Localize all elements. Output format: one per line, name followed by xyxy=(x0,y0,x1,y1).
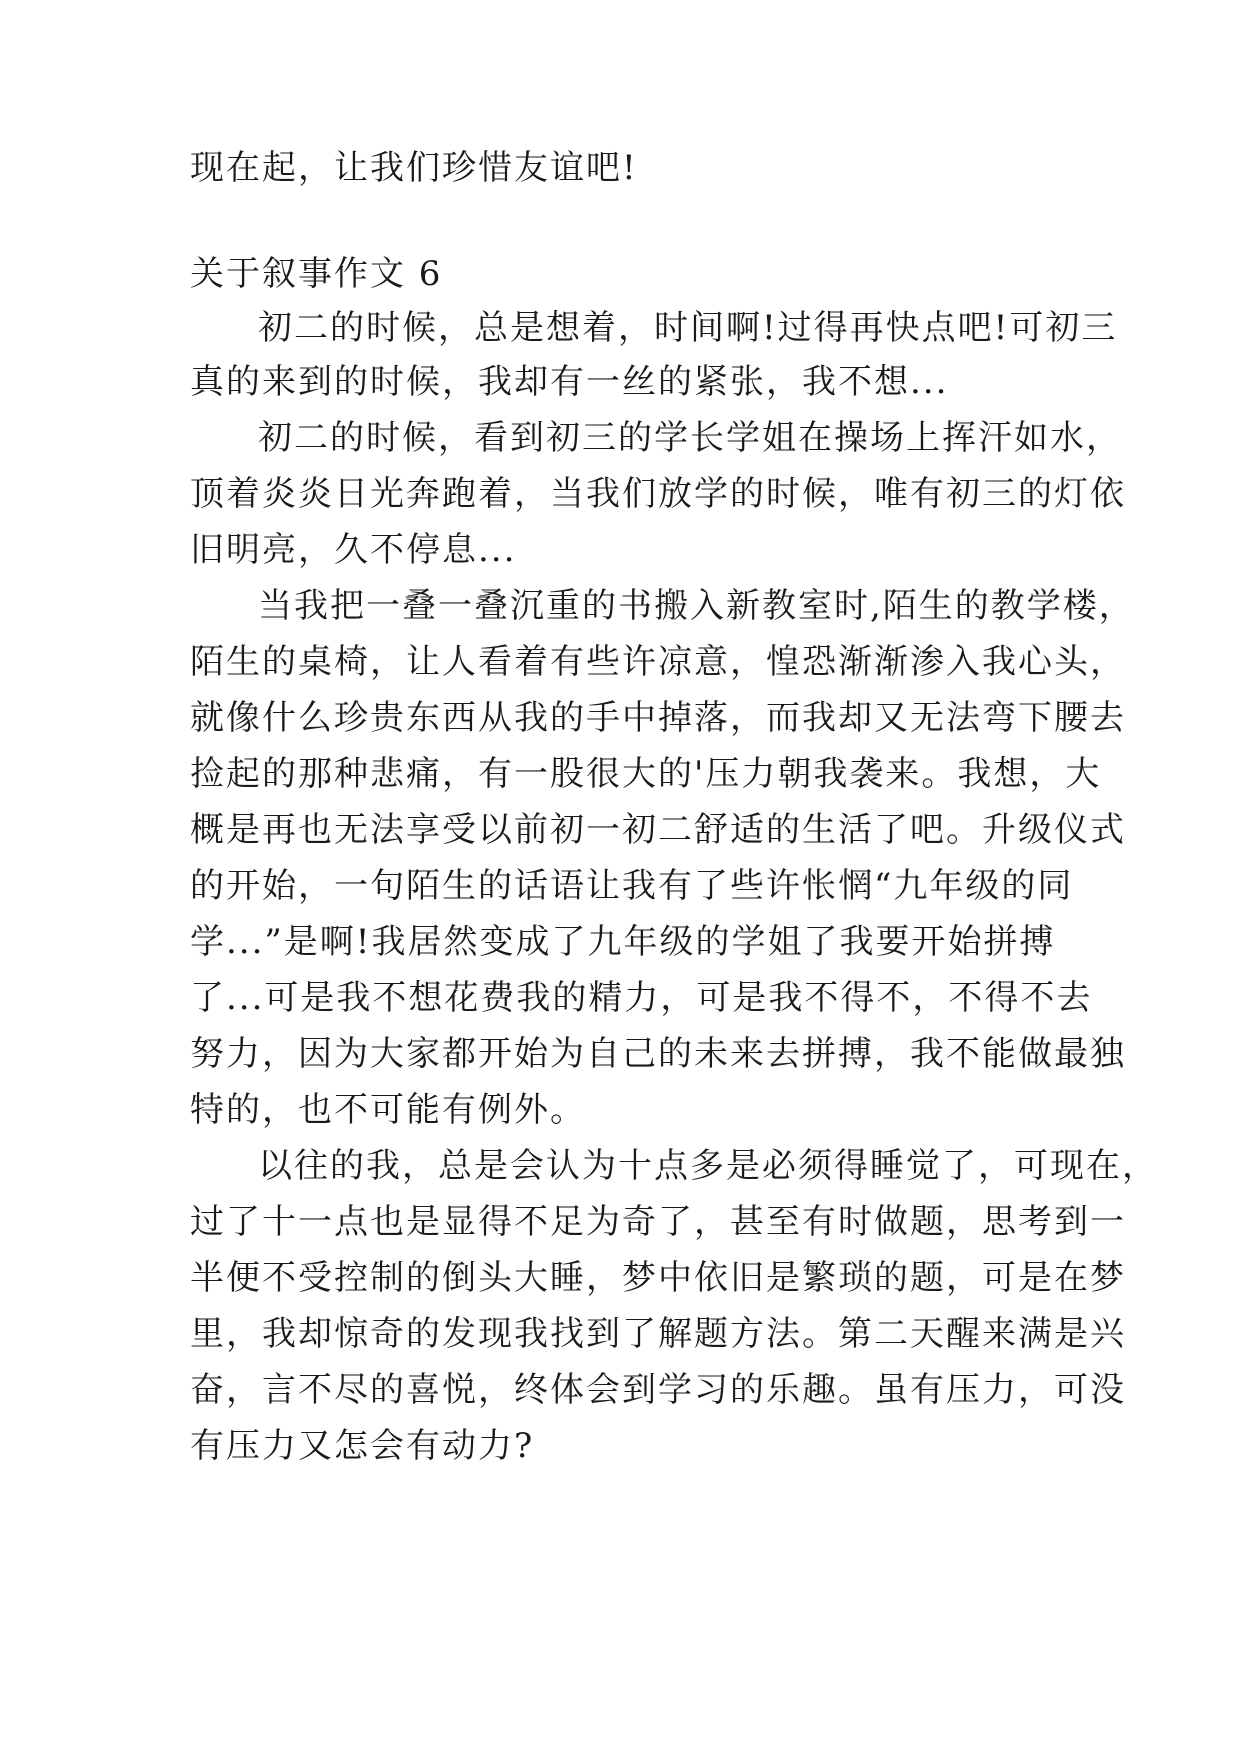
paragraph-3-line-1: 当我把一叠一叠沉重的书搬入新教室时,陌生的教学楼， xyxy=(258,586,1135,626)
paragraph-4-line-6: 有压力又怎会有动力? xyxy=(190,1426,535,1466)
paragraph-4-line-2: 过了十一点也是显得不足为奇了，甚至有时做题，思考到一 xyxy=(190,1202,1126,1242)
intro-line: 现在起，让我们珍惜友谊吧! xyxy=(190,148,638,188)
paragraph-4-line-5: 奋，言不尽的喜悦，终体会到学习的乐趣。虽有压力，可没 xyxy=(190,1370,1126,1410)
paragraph-3-line-8: 了...可是我不想花费我的精力，可是我不得不，不得不去 xyxy=(190,978,1093,1018)
paragraph-4-line-3: 半便不受控制的倒头大睡，梦中依旧是繁琐的题，可是在梦 xyxy=(190,1258,1126,1298)
paragraph-2-line-1: 初二的时候，看到初三的学长学姐在操场上挥汗如水， xyxy=(258,418,1122,458)
paragraph-3-line-3: 就像什么珍贵东西从我的手中掉落，而我却又无法弯下腰去 xyxy=(190,698,1126,738)
paragraph-2-line-3: 旧明亮，久不停息... xyxy=(190,530,517,570)
paragraph-3-line-7: 学...”是啊!我居然变成了九年级的学姐了我要开始拼搏 xyxy=(190,922,1056,962)
section-title: 关于叙事作文 6 xyxy=(190,254,443,294)
paragraph-3-line-5: 概是再也无法享受以前初一初二舒适的生活了吧。升级仪式 xyxy=(190,810,1126,850)
paragraph-3-line-4: 捡起的那种悲痛，有一股很大的'压力朝我袭来。我想，大 xyxy=(190,754,1102,794)
paragraph-3-line-6: 的开始，一句陌生的话语让我有了些许怅惘“九年级的同 xyxy=(190,866,1074,906)
paragraph-1-line-1: 初二的时候，总是想着，时间啊!过得再快点吧!可初三 xyxy=(258,308,1118,348)
paragraph-4-line-1: 以往的我，总是会认为十点多是必须得睡觉了，可现在， xyxy=(258,1146,1158,1186)
paragraph-2-line-2: 顶着炎炎日光奔跑着，当我们放学的时候，唯有初三的灯依 xyxy=(190,474,1126,514)
paragraph-3-line-10: 特的，也不可能有例外。 xyxy=(190,1090,586,1130)
paragraph-3-line-2: 陌生的桌椅，让人看着有些许凉意，惶恐渐渐渗入我心头， xyxy=(190,642,1126,682)
paragraph-1-line-2: 真的来到的时候，我却有一丝的紧张，我不想... xyxy=(190,362,949,402)
paragraph-3-line-9: 努力，因为大家都开始为自己的未来去拼搏，我不能做最独 xyxy=(190,1034,1126,1074)
paragraph-4-line-4: 里，我却惊奇的发现我找到了解题方法。第二天醒来满是兴 xyxy=(190,1314,1126,1354)
